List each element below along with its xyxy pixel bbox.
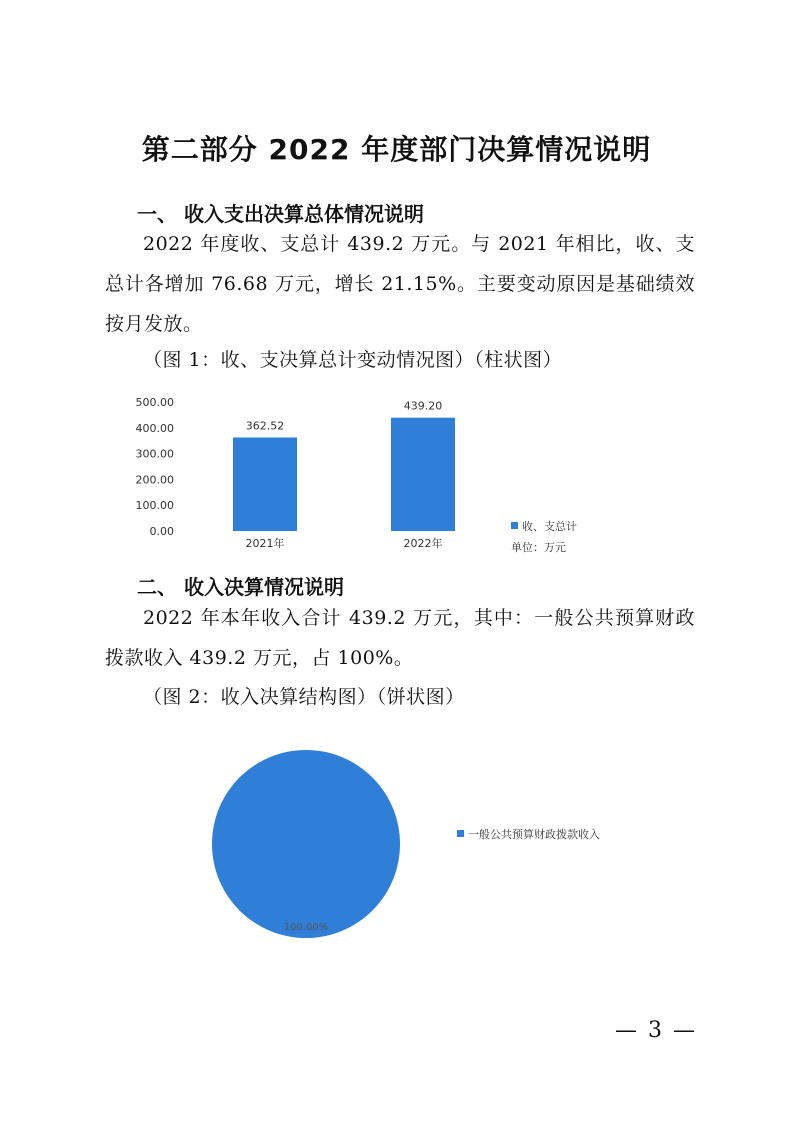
figure-2-caption: （图 2：收入决算结构图）（饼状图） [143,686,465,708]
bar [391,418,455,531]
bar-chart [105,385,625,565]
bar [233,437,297,531]
section-1-heading: 一、 收入支出决算总体情况说明 [137,202,424,226]
legend-swatch [457,830,464,837]
bar-data-label: 439.20 [403,399,443,413]
x-tick-label: 2021年 [245,537,285,550]
pie-chart [200,740,640,950]
y-tick-label: 200.00 [135,473,174,487]
y-tick-label: 100.00 [135,499,174,513]
y-tick-label: 0.00 [149,525,174,538]
y-tick-label: 400.00 [135,421,174,435]
page-number: — 3 — [615,1018,697,1043]
x-tick-label: 2022年 [403,537,443,550]
section-2-paragraph: 2022 年本年收入合计 439.2 万元，其中：一般公共预算财政拨款收入 439.2 万元，占 100%。 [105,607,695,669]
legend-swatch [511,522,518,529]
legend-label: 收、支总计 [522,520,577,533]
bar-data-label: 362.52 [245,419,285,433]
y-tick-label: 500.00 [135,396,174,409]
figure-1-caption: （图 1：收、支决算总计变动情况图）（柱状图） [143,349,563,371]
section-2-heading: 二、 收入决算情况说明 [137,575,344,599]
pie-slice [212,750,400,938]
section-1-paragraph: 2022 年度收、支总计 439.2 万元。与 2021 年相比，收、支总计各增加 76.68 万元，增长 21.15%。主要变动原因是基础绩效按月发放。 [105,233,695,335]
y-tick-label: 300.00 [135,447,174,461]
unit-note: 单位：万元 [511,541,566,554]
legend-label: 一般公共预算财政拨款收入 [468,828,600,841]
page-title: 第二部分 2022 年度部门决算情况说明 [141,133,652,166]
pie-data-label: 100.00% [283,922,329,933]
